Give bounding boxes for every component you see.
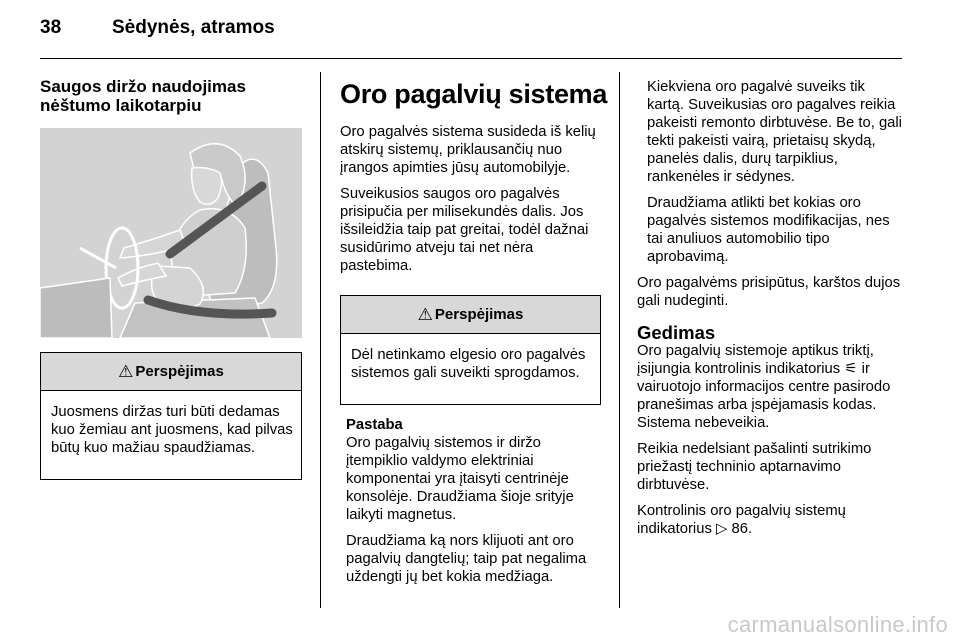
text-fragment: ir vairuotojo informacijos centre pasirodo pranešimas arba įspėjamasis kodas. Sistema nebeveikia. <box>637 361 891 431</box>
paragraph: Draudžiama atlikti bet kokias oro pagalvės sistemos modifikacijas, nes tai anuliuos automobilio tipo aprobavimą. <box>647 195 890 265</box>
note-title: Pastaba <box>346 417 403 433</box>
airbag-warning-icon: ⚟ <box>844 361 858 377</box>
paragraph: Draudžiama ką nors klijuoti ant oro pagalvių dangtelių; taip pat negalima uždengti jų bet kokia medžiaga. <box>346 533 587 585</box>
column-divider-2 <box>619 72 620 608</box>
paragraph: Kiekviena oro pagalvė suveiks tik kartą. Suveikusias oro pagalves reikia pakeisti remonto dirbtuvėse. Be to, gali tekti pakeisti vairą, prietaisų skydą, panelės dalis, durų tarpiklius, rankenėles ir sėdynes. <box>647 79 902 185</box>
right-column-text <box>637 78 902 546</box>
text-fragment: Oro pagalvių sistemoje aptikus triktį, įsijungia kontrolinis indikatorius <box>637 343 874 377</box>
page-reference-icon: ▷ <box>715 521 728 537</box>
warning-header <box>341 296 600 334</box>
text-fragment: Kontrolinis oro pagalvių sistemų indikatorius <box>637 503 846 537</box>
warning-title: Perspėjimas <box>135 363 224 380</box>
warning-triangle-icon: ⚠ <box>417 304 433 324</box>
paragraph: Oro pagalvėms prisipūtus, karštos dujos gali nudeginti. <box>637 275 901 309</box>
header-divider <box>40 58 902 59</box>
page-reference[interactable]: 86. <box>731 521 753 537</box>
page-header-title: Sėdynės, atramos <box>112 17 275 38</box>
paragraph <box>637 342 902 432</box>
paragraph: Reikia nedelsiant pašalinti sutrikimo priežastį techninio aptarnavimo dirbtuvėse. <box>637 441 872 493</box>
airbag-intro-text <box>340 123 602 283</box>
warning-header <box>41 353 301 391</box>
note-block <box>346 416 606 594</box>
paragraph: Suveikusios saugos oro pagalvės prisipučia per milisekundės dalis. Jos išsileidžia taip pat greitai, todėl dažnai susidūrimo atveju tai net nėra pastebima. <box>340 186 589 274</box>
section-heading-malfunction: Gedimas <box>637 322 716 343</box>
paragraph <box>637 502 902 538</box>
warning-triangle-icon: ⚠ <box>118 361 134 381</box>
column-divider-1 <box>320 72 321 608</box>
section-heading-airbag: Oro pagalvių sistema <box>340 79 608 109</box>
warning-box-seatbelt <box>40 352 302 480</box>
warning-body: Dėl netinkamo elgesio oro pagalvės sistemos gali suveikti sprogdamos. <box>351 347 586 381</box>
section-heading-pregnancy: Saugos diržo naudojimas nėštumo laikotarpiu <box>40 77 246 115</box>
pregnant-seatbelt-illustration <box>40 128 302 338</box>
warning-body: Juosmens diržas turi būti dedamas kuo žemiau ant juosmens, kad pilvas būtų kuo mažiau spaudžiamas. <box>51 404 293 456</box>
warning-box-airbag <box>340 295 601 405</box>
watermark: carmanualsonline.info <box>727 612 948 637</box>
page-number: 38 <box>40 17 62 38</box>
illustration-drawing <box>40 128 302 338</box>
warning-title: Perspėjimas <box>434 306 524 323</box>
paragraph: Oro pagalvės sistema susideda iš kelių atskirų sistemų, priklausančių nuo įrangos apimties jūsų automobilyje. <box>340 124 596 176</box>
paragraph: Oro pagalvių sistemos ir diržo įtempiklio valdymo elektriniai komponentai yra įtaisyti centrinėje konsolėje. Draudžiama šioje srityje laikyti magnetus. <box>346 435 574 523</box>
